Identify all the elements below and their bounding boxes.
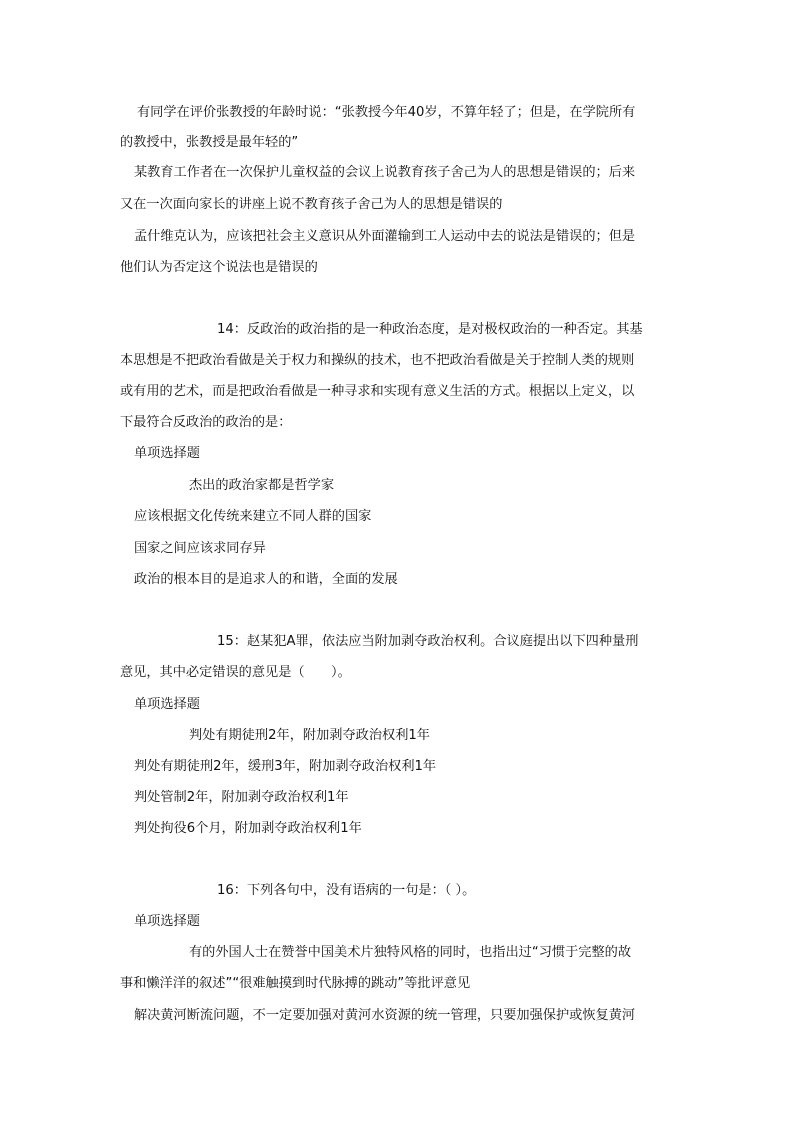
option-line: 他们认为否定这个说法也是错误的 xyxy=(120,260,318,275)
option-line: 有同学在评价张教授的年龄时说：“张教授今年40岁，不算年轻了；但是，在学院所有 xyxy=(137,105,636,120)
option-line: 的教授中，张教授是最年轻的” xyxy=(120,135,299,150)
question-14-type: 单项选择题 xyxy=(134,446,200,461)
question-15-text: 15：赵某犯A罪，依法应当附加剥夺政治权利。合议庭提出以下四种量刑 xyxy=(217,634,639,649)
question-16-option-b: 解决黄河断流问题，不一定要加强对黄河水资源的统一管理，只要加强保护或恢复黄河 xyxy=(134,1008,636,1023)
question-15-option-d: 判处拘役6个月，附加剥夺政治权利1年 xyxy=(134,821,362,836)
question-15-text: 意见，其中必定错误的意见是（ ）。 xyxy=(120,665,351,680)
question-16-type: 单项选择题 xyxy=(134,914,200,929)
question-16-option-a: 事和懒洋洋的叙述”“很难触摸到时代脉搏的跳动”等批评意见 xyxy=(120,976,471,991)
question-14-option-c: 国家之间应该求同存异 xyxy=(134,541,266,556)
question-14-option-b: 应该根据文化传统来建立不同人群的国家 xyxy=(134,509,372,524)
question-16-option-a: 有的外国人士在赞誉中国美术片独特风格的同时，也指出过“习惯于完整的故 xyxy=(189,945,632,960)
question-15-option-c: 判处管制2年，附加剥夺政治权利1年 xyxy=(134,790,349,805)
option-line: 又在一次面向家长的讲座上说不教育孩子舍己为人的思想是错误的 xyxy=(120,197,503,212)
question-15-option-a: 判处有期徒刑2年，附加剥夺政治权利1年 xyxy=(189,728,430,743)
option-line: 孟什维克认为，应该把社会主义意识从外面灌输到工人运动中去的说法是错误的；但是 xyxy=(134,229,636,244)
question-14-text: 本思想是不把政治看做是关于权力和操纵的技术，也不把政治看做是关于控制人类的规则 xyxy=(120,353,635,368)
question-16-text: 16：下列各句中，没有语病的一句是：（ ）。 xyxy=(217,883,476,898)
question-14-option-a: 杰出的政治家都是哲学家 xyxy=(189,478,335,493)
question-14-text: 下最符合反政治的政治的是： xyxy=(120,415,292,430)
question-15-option-b: 判处有期徒刑2年，缓刑3年，附加剥夺政治权利1年 xyxy=(134,759,437,774)
question-15-type: 单项选择题 xyxy=(134,697,200,712)
question-14-option-d: 政治的根本目的是追求人的和谐，全面的发展 xyxy=(134,572,398,587)
question-14-text: 14：反政治的政治指的是一种政治态度，是对极权政治的一种否定。其基 xyxy=(217,322,643,337)
option-line: 某教育工作者在一次保护儿童权益的会议上说教育孩子舍己为人的思想是错误的；后来 xyxy=(134,165,636,180)
question-14-text: 或有用的艺术，而是把政治看做是一种寻求和实现有意义生活的方式。根据以上定义，以 xyxy=(120,384,635,399)
